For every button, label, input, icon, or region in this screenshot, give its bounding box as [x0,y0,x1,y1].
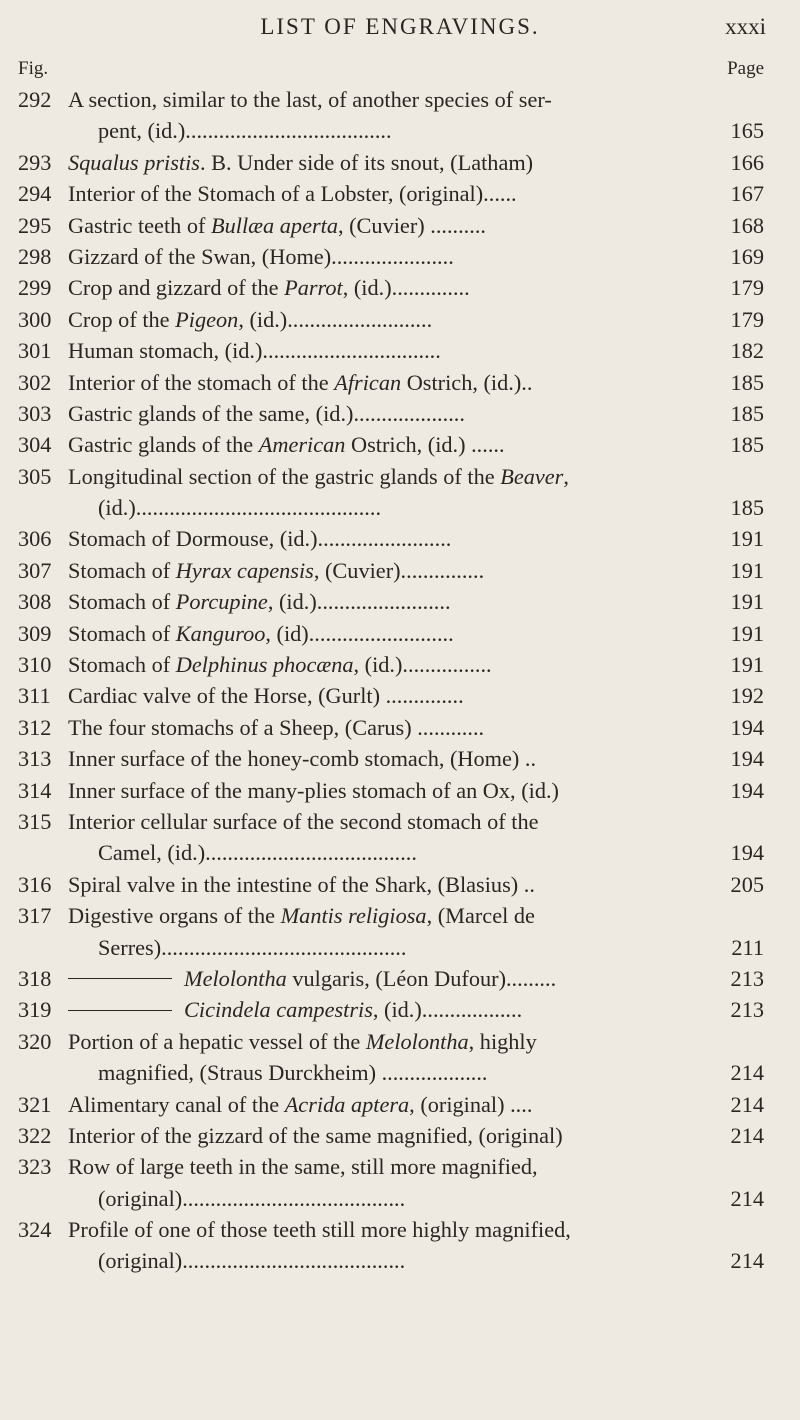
list-item [0,586,800,617]
description-text: Profile of one of those teeth still more highly magnified, [68,1217,571,1243]
description-text: Spiral valve in the intestine of the Shark, (Blasius) .. [68,871,535,897]
figure-number: 313 [18,746,52,772]
page-column-heading: Page [727,58,764,79]
page-header [0,14,800,50]
figure-number: 320 [18,1028,52,1054]
description-text: Interior cellular surface of the second stomach of the [68,808,539,834]
figure-number: 310 [18,652,52,678]
description-text: Interior of the gizzard of the same magnified, (original) [68,1122,563,1148]
figure-number: 304 [18,432,52,458]
description-text: Gastric glands of the same, (id.).................... [68,400,465,426]
page-ref: 185 [730,400,764,426]
figure-number: 292 [18,87,52,112]
description-text: Stomach of Dormouse, (id.)........................ [68,526,452,552]
list-item [0,618,800,649]
description-text: Inner surface of the many-plies stomach of an Ox, (id.) [68,777,559,803]
description-text: Alimentary canal of the Acrida aptera, (original) .... [68,1091,533,1117]
list-item [0,994,800,1025]
figure-number: 293 [18,149,52,175]
figure-number: 302 [18,369,52,395]
description-text: Stomach of Hyrax capensis, (Cuvier)............... [68,557,485,583]
description-text: Crop of the Pigeon, (id.).......................... [68,306,433,332]
list-item [0,84,800,115]
engraving-description [98,1057,708,1088]
list-item [0,429,800,460]
engravings-list [0,84,800,1277]
figure-number: 311 [18,683,51,709]
description-text: (original)........................................ [98,1248,406,1274]
list-item [0,1183,800,1214]
page-ref: 214 [730,1122,764,1148]
engraving-description [68,963,708,994]
description-text: Squalus pristis. B. Under side of its snout, (Latham) [68,149,534,175]
description-text: Serres)............................................ [98,934,407,960]
engraving-description [68,775,708,806]
engraving-description [68,806,708,837]
page-ref: 205 [730,871,764,897]
page-ref: 194 [730,714,764,740]
list-item [0,1245,800,1276]
description-text: A section, similar to the last, of another species of ser- [68,87,552,112]
page-ref: 192 [730,683,764,709]
description-text: Cardiac valve of the Horse, (Gurlt) .............. [68,683,464,709]
figure-number: 319 [18,997,52,1023]
list-item [0,649,800,680]
page-ref: 167 [730,181,764,207]
engraving-description [68,272,708,303]
figure-number: 306 [18,526,52,552]
list-item [0,963,800,994]
figure-number: 307 [18,557,52,583]
engraving-description [68,900,708,931]
page-ref: 213 [730,997,764,1023]
fig-column-heading: Fig. [18,58,49,79]
page-ref: 168 [730,212,764,238]
page-ref: 191 [730,589,764,615]
page-ref: 194 [730,777,764,803]
figure-number: 299 [18,275,52,301]
figure-number: 301 [18,338,52,364]
list-item [0,367,800,398]
description-text: Cicindela campestris, (id.).................. [184,997,523,1023]
page-ref: 185 [730,432,764,458]
description-text: Melolontha vulgaris, (Léon Dufour)......... [184,965,557,991]
list-item [0,1026,800,1057]
figure-number: 305 [18,463,52,489]
page-ref: 169 [730,243,764,269]
engraving-description [68,241,708,272]
description-text: Camel, (id.)...................................... [98,840,417,866]
engraving-description [68,147,708,178]
engraving-description [68,1120,708,1151]
engraving-description [68,1151,708,1182]
list-item [0,712,800,743]
figure-number: 298 [18,243,52,269]
description-text: The four stomachs of a Sheep, (Carus) ............ [68,714,485,740]
description-text: Gastric glands of the American Ostrich, (id.) ...... [68,432,505,458]
list-item [0,1089,800,1120]
list-item [0,304,800,335]
list-item [0,900,800,931]
page-ref: 166 [730,149,764,175]
description-text: Inner surface of the honey-comb stomach, (Home) .. [68,746,537,772]
list-item [0,272,800,303]
engraving-description [68,84,708,115]
engraving-description [68,398,708,429]
engraving-description [68,304,708,335]
figure-number: 317 [18,903,52,929]
engraving-description [68,649,708,680]
page-ref: 213 [730,965,764,991]
description-text: Longitudinal section of the gastric glands of the Beaver, [68,463,569,489]
page-ref: 191 [730,652,764,678]
list-item [0,743,800,774]
figure-number: 323 [18,1154,52,1180]
figure-number: 315 [18,808,52,834]
running-title: LIST OF ENGRAVINGS. [260,14,540,39]
engraving-description [68,210,708,241]
list-item [0,555,800,586]
page-ref: 214 [730,1248,764,1274]
engraving-description [68,586,708,617]
list-item [0,869,800,900]
list-item [0,837,800,868]
list-item [0,775,800,806]
page-ref: 179 [730,306,764,332]
engraving-description [98,837,708,868]
description-text: magnified, (Straus Durckheim) ................... [98,1060,488,1086]
figure-number: 300 [18,306,52,332]
engraving-description [68,1214,708,1245]
list-item [0,492,800,523]
description-text: Digestive organs of the Mantis religiosa, (Marcel de [68,903,535,929]
figure-number: 314 [18,777,52,803]
description-text: (original)........................................ [98,1185,406,1211]
engraving-description [68,1026,708,1057]
list-item [0,398,800,429]
engraving-description [68,523,708,554]
figure-number: 295 [18,212,52,238]
description-text: pent, (id.)..................................... [98,118,392,144]
page-ref: 185 [730,495,764,521]
list-item [0,523,800,554]
figure-number: 321 [18,1091,52,1117]
list-item [0,147,800,178]
engraving-description [68,743,708,774]
engraving-description [68,555,708,586]
engraving-description [68,335,708,366]
figure-number: 318 [18,965,52,991]
page-ref: 211 [731,934,764,960]
description-text: Crop and gizzard of the Parrot, (id.).............. [68,275,470,301]
engraving-description [98,1183,708,1214]
description-text: Gastric teeth of Bullæa aperta, (Cuvier) .......... [68,212,486,238]
description-text: (id.)............................................ [98,495,382,521]
page-ref: 182 [730,338,764,364]
engraving-description [68,178,708,209]
engraving-description [68,429,708,460]
description-text: Stomach of Porcupine, (id.)........................ [68,589,451,615]
page-ref: 214 [730,1060,764,1086]
list-item [0,210,800,241]
engraving-description [98,115,708,146]
engraving-description [68,869,708,900]
figure-number: 312 [18,714,52,740]
page-ref: 194 [730,746,764,772]
engraving-description [68,680,708,711]
engraving-description [68,461,708,492]
figure-number: 308 [18,589,52,615]
engraving-description [98,932,708,963]
engraving-description [98,492,708,523]
figure-number: 303 [18,400,52,426]
list-item [0,932,800,963]
engraving-description [68,994,708,1025]
list-item [0,680,800,711]
page-ref: 214 [730,1185,764,1211]
figure-number: 316 [18,871,52,897]
list-item [0,178,800,209]
engraving-description [68,712,708,743]
page-ref: 191 [730,557,764,583]
list-item [0,1120,800,1151]
description-text: Interior of the Stomach of a Lobster, (original)...... [68,181,517,207]
engraving-description [68,1089,708,1120]
figure-number: 309 [18,620,52,646]
page-ref: 191 [730,620,764,646]
list-item [0,115,800,146]
list-item [0,241,800,272]
page-ref: 214 [730,1091,764,1117]
list-item [0,1151,800,1182]
figure-number: 324 [18,1217,52,1243]
page-ref: 194 [730,840,764,866]
description-text: Stomach of Kanguroo, (id).......................... [68,620,454,646]
description-text: Stomach of Delphinus phocæna, (id.)................ [68,652,492,678]
page-ref: 179 [730,275,764,301]
engraving-description [68,367,708,398]
description-text: Row of large teeth in the same, still more magnified, [68,1154,538,1180]
figure-number: 322 [18,1122,52,1148]
list-item [0,335,800,366]
figure-number: 294 [18,181,52,207]
description-text: Human stomach, (id.)................................ [68,338,441,364]
list-item [0,1214,800,1245]
ditto-rule [68,1010,172,1011]
page-ref: 185 [730,369,764,395]
description-text: Interior of the stomach of the African Ostrich, (id.).. [68,369,533,395]
list-item [0,461,800,492]
engraving-description [68,618,708,649]
ditto-rule [68,978,172,979]
list-item [0,806,800,837]
engraving-description [98,1245,708,1276]
page-ref: 191 [730,526,764,552]
page-number: xxxi [725,14,766,39]
description-text: Portion of a hepatic vessel of the Melolontha, highly [68,1028,537,1054]
list-item [0,1057,800,1088]
description-text: Gizzard of the Swan, (Home)...................... [68,243,454,269]
page-ref: 165 [730,118,764,144]
